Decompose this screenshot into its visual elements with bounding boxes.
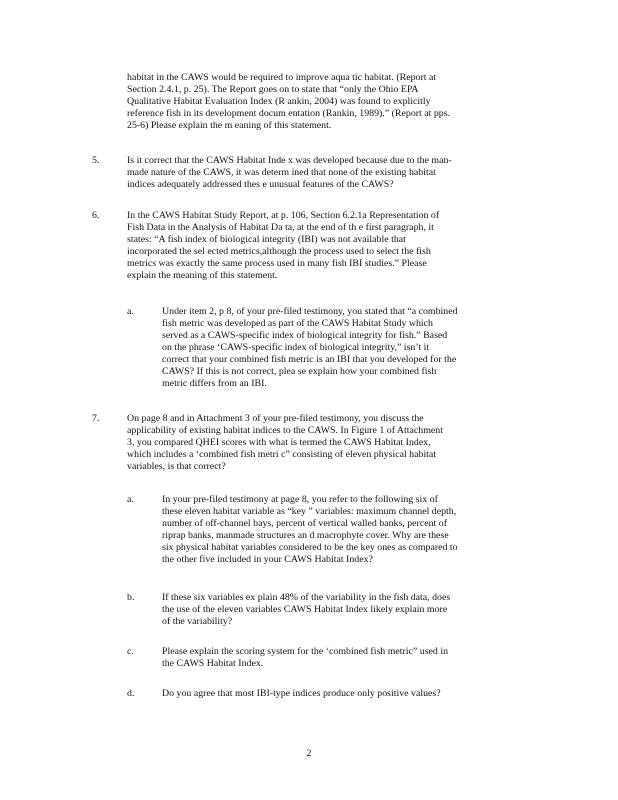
text-line: made nature of the CAWS, it was determ ined that none of the existing habitat — [127, 167, 436, 178]
question-number: 7. — [92, 413, 100, 424]
text-line: on the phrase ‘CAWS-specific index of biological integrity,” isn’t it — [162, 342, 430, 353]
text-line: Please explain the scoring system for the ‘combined fish metric” used in — [162, 646, 449, 657]
subquestion-label: a. — [127, 494, 134, 505]
text-line: 25-6) Please explain the m eaning of this statement. — [127, 120, 332, 131]
text-line: Under item 2, p 8, of your pre-filed testimony, you stated that “a combined — [162, 306, 458, 317]
text-line: habitat in the CAWS would be required to improve aqua tic habitat. (Report at — [127, 72, 437, 83]
text-line: Section 2.4.1, p. 25). The Report goes on to state that “only the Ohio EPA — [127, 84, 419, 95]
question-7b-text — [162, 592, 520, 628]
text-line: correct that your combined fish metric is an IBI that you developed for the — [162, 354, 457, 365]
question-7-text — [127, 413, 519, 473]
text-line: explain the meaning of this statement. — [127, 270, 278, 281]
text-line: the other five included in your CAWS Habitat Index? — [162, 554, 373, 565]
text-line: Do you agree that most IBI-type indices produce only positive values? — [162, 688, 441, 699]
subquestion-label: c. — [127, 646, 134, 657]
question-7a-text — [162, 494, 524, 566]
text-line: CAWS? If this is not correct, plea se explain how your combined fish — [162, 366, 437, 377]
page-number: 2 — [306, 748, 312, 759]
question-6a-text — [162, 306, 520, 390]
text-line: six physical habitat variables considered to be the key ones as compared to — [162, 542, 458, 553]
text-line: indices adequately addressed thes e unusual features of the CAWS? — [127, 179, 394, 190]
text-line: riprap banks, manmade structures an d macrophyte cover. Why are these — [162, 530, 449, 541]
question-number: 5. — [92, 155, 100, 166]
text-line: incorporated the sel ected metrics,although the process used to select the fish — [127, 246, 431, 257]
text-line: served as a CAWS-specific index of biological integrity for fish.” Based — [162, 330, 448, 341]
text-line: metric differs from an IBI. — [162, 378, 267, 389]
text-line: In your pre-filed testimony at page 8, you refer to the following six of — [162, 494, 438, 505]
question-7c-text — [162, 646, 520, 670]
text-line: number of off-channel bays, percent of vertical walled banks, percent of — [162, 518, 447, 529]
continuation-paragraph — [127, 72, 505, 132]
subquestion-label: b. — [127, 592, 135, 603]
question-number: 6. — [92, 210, 100, 221]
question-5-text — [127, 155, 519, 191]
question-6-text — [127, 210, 519, 282]
text-line: which includes a ‘combined fish metri c” consisting of eleven physical habitat — [127, 449, 437, 460]
text-line: of the variability? — [162, 616, 233, 627]
text-line: Fish Data in the Analysis of Habitat Da ta, at the end of th e first paragraph, it — [127, 222, 434, 233]
text-line: applicability of existing habitat indices to the CAWS. In Figure 1 of Attachment — [127, 425, 443, 436]
text-line: Is it correct that the CAWS Habitat Inde x was developed because due to the man- — [127, 155, 452, 166]
text-line: 3, you compared QHEI scores with what is termed the CAWS Habitat Index, — [127, 437, 431, 448]
text-line: variables, is that correct? — [127, 461, 226, 472]
text-line: If these six variables ex plain 48% of the variability in the fish data, does — [162, 592, 451, 603]
text-line: these eleven habitat variable as “key ” variables: maximum channel depth, — [162, 506, 457, 517]
text-line: the CAWS Habitat Index. — [162, 658, 264, 669]
text-line: Qualitative Habitat Evaluation Index (R ankin, 2004) was found to explicitly — [127, 96, 431, 107]
text-line: the use of the eleven variables CAWS Habitat Index likely explain more — [162, 604, 448, 615]
text-line: states: “A fish index of biological integrity (IBI) was not available that — [127, 234, 406, 245]
text-line: In the CAWS Habitat Study Report, at p. 106, Section 6.2.1a Representation of — [127, 210, 440, 221]
subquestion-label: a. — [127, 306, 134, 317]
text-line: fish metric was developed as part of the CAWS Habitat Study which — [162, 318, 433, 329]
question-7d-text — [162, 688, 520, 700]
text-line: reference fish in its development docum entation (Rankin, 1989).” (Report at pps. — [127, 108, 451, 119]
text-line: metrics was exactly the same process used in many fish IBI studies.” Please — [127, 258, 427, 269]
subquestion-label: d. — [127, 688, 135, 699]
text-line: On page 8 and in Attachment 3 of your pre-filed testimony, you discuss the — [127, 413, 424, 424]
